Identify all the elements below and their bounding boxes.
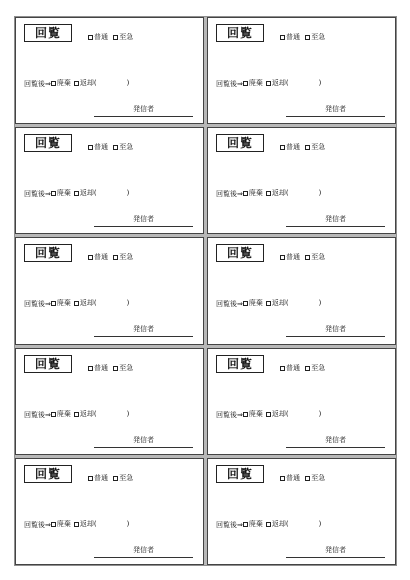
- return-option[interactable]: [74, 189, 129, 198]
- discard-option-label: 廃棄: [248, 79, 263, 87]
- discard-checkbox[interactable]: [243, 191, 248, 196]
- urgent-option-label: 至急: [119, 33, 134, 41]
- urgency-options: [280, 33, 328, 43]
- circulation-stamp-label: 回覧: [216, 244, 264, 262]
- circulation-stamp-label: 回覧: [216, 355, 264, 373]
- normal-option[interactable]: [280, 253, 300, 262]
- normal-option-label: 普通: [94, 253, 108, 262]
- urgent-checkbox[interactable]: [305, 255, 310, 260]
- urgent-option[interactable]: [113, 364, 133, 373]
- circulation-slip: [207, 17, 396, 124]
- urgent-option-label: 至急: [311, 473, 326, 482]
- return-option[interactable]: [266, 520, 321, 529]
- return-option[interactable]: [74, 410, 129, 419]
- return-close-paren: ): [126, 79, 130, 87]
- normal-checkbox[interactable]: [280, 35, 285, 40]
- urgency-options: [280, 253, 328, 263]
- circulation-slip: [15, 127, 204, 234]
- normal-option-label: 普通: [94, 363, 108, 372]
- urgent-checkbox[interactable]: [305, 476, 310, 481]
- sender-line[interactable]: [94, 105, 193, 117]
- urgent-option-label: 至急: [311, 253, 326, 262]
- return-option-label: 返却(: [271, 189, 289, 198]
- discard-checkbox[interactable]: [243, 81, 248, 86]
- return-close-paren: ): [318, 79, 322, 87]
- after-circulation-options: [24, 189, 132, 199]
- after-circulation-options: [216, 520, 324, 530]
- circulation-stamp-label: 回覧: [24, 355, 72, 373]
- normal-checkbox[interactable]: [280, 366, 285, 371]
- urgent-checkbox[interactable]: [113, 35, 118, 40]
- return-close-paren: ): [126, 409, 130, 418]
- discard-option[interactable]: [243, 79, 263, 88]
- normal-option[interactable]: [88, 143, 108, 152]
- after-circulation-options: [24, 520, 132, 530]
- urgent-option[interactable]: [305, 474, 325, 483]
- sender-label: 発信者: [325, 435, 346, 444]
- discard-option[interactable]: [51, 299, 71, 308]
- sender-label: 発信者: [325, 105, 346, 113]
- normal-option[interactable]: [88, 474, 108, 483]
- return-option[interactable]: [74, 79, 129, 88]
- normal-checkbox[interactable]: [88, 476, 93, 481]
- discard-option-label: 廃棄: [56, 519, 71, 528]
- discard-option[interactable]: [243, 410, 263, 419]
- after-circulation-label: 回覧後⇒: [24, 410, 51, 419]
- normal-option[interactable]: [88, 33, 108, 42]
- normal-option-label: 普通: [286, 253, 300, 262]
- normal-option-label: 普通: [94, 33, 108, 41]
- return-option-label: 返却(: [79, 519, 97, 528]
- circulation-stamp-label: 回覧: [24, 134, 72, 152]
- urgency-options: [88, 474, 136, 484]
- return-checkbox[interactable]: [266, 191, 271, 196]
- sender-label: 発信者: [133, 435, 154, 444]
- urgency-options: [280, 474, 328, 484]
- return-close-paren: ): [126, 189, 130, 198]
- return-close-paren: ): [318, 299, 322, 308]
- normal-option-label: 普通: [94, 143, 108, 152]
- return-checkbox[interactable]: [74, 191, 79, 196]
- discard-checkbox[interactable]: [51, 412, 56, 417]
- circulation-slip: [207, 458, 396, 565]
- return-option[interactable]: [74, 299, 129, 308]
- return-option-label: 返却(: [79, 409, 97, 418]
- return-close-paren: ): [318, 519, 322, 528]
- urgent-option-label: 至急: [119, 143, 134, 152]
- circulation-slip: [15, 348, 204, 455]
- normal-option[interactable]: [88, 253, 108, 262]
- normal-option[interactable]: [280, 143, 300, 152]
- after-circulation-options: [216, 299, 324, 309]
- urgent-option-label: 至急: [119, 473, 134, 482]
- urgent-checkbox[interactable]: [113, 476, 118, 481]
- discard-option[interactable]: [51, 410, 71, 419]
- return-close-paren: ): [126, 299, 130, 308]
- return-close-paren: ): [318, 409, 322, 418]
- discard-option[interactable]: [243, 189, 263, 198]
- sender-line[interactable]: [286, 436, 385, 448]
- normal-checkbox[interactable]: [280, 145, 285, 150]
- circulation-stamp-label: 回覧: [216, 465, 264, 483]
- normal-option[interactable]: [280, 364, 300, 373]
- urgent-option[interactable]: [305, 253, 325, 262]
- urgency-options: [88, 143, 136, 153]
- after-circulation-label: 回覧後⇒: [24, 300, 51, 309]
- return-option-label: 返却(: [271, 79, 289, 87]
- circulation-slip: [15, 17, 204, 124]
- discard-option-label: 廃棄: [56, 189, 71, 198]
- after-circulation-label: 回覧後⇒: [24, 190, 51, 199]
- return-option[interactable]: [266, 299, 321, 308]
- normal-option-label: 普通: [286, 33, 300, 41]
- return-option-label: 返却(: [271, 519, 289, 528]
- urgent-checkbox[interactable]: [113, 145, 118, 150]
- circulation-stamp-label: 回覧: [24, 24, 72, 42]
- normal-checkbox[interactable]: [88, 145, 93, 150]
- urgency-options: [280, 364, 328, 374]
- normal-checkbox[interactable]: [280, 255, 285, 260]
- sender-label: 発信者: [133, 545, 154, 554]
- urgent-option-label: 至急: [311, 33, 326, 41]
- discard-checkbox[interactable]: [243, 522, 248, 527]
- sender-label: 発信者: [325, 545, 346, 554]
- urgent-option[interactable]: [113, 33, 133, 42]
- circulation-slip: [15, 458, 204, 565]
- return-option-label: 返却(: [271, 299, 289, 308]
- sender-line[interactable]: [94, 325, 193, 337]
- after-circulation-label: 回覧後⇒: [216, 80, 243, 88]
- after-circulation-label: 回覧後⇒: [216, 300, 243, 309]
- urgent-option[interactable]: [113, 143, 133, 152]
- urgency-options: [280, 143, 328, 153]
- urgent-option[interactable]: [305, 364, 325, 373]
- circulation-slip: [15, 237, 204, 344]
- normal-checkbox[interactable]: [88, 255, 93, 260]
- urgent-checkbox[interactable]: [305, 366, 310, 371]
- discard-checkbox[interactable]: [243, 412, 248, 417]
- normal-checkbox[interactable]: [88, 366, 93, 371]
- return-option[interactable]: [266, 189, 321, 198]
- return-checkbox[interactable]: [74, 412, 79, 417]
- urgency-options: [88, 253, 136, 263]
- circulation-slip: [207, 348, 396, 455]
- sender-line[interactable]: [94, 215, 193, 227]
- urgent-checkbox[interactable]: [305, 145, 310, 150]
- normal-option-label: 普通: [286, 473, 300, 482]
- sender-line[interactable]: [286, 546, 385, 558]
- return-option-label: 返却(: [271, 409, 289, 418]
- urgent-option[interactable]: [113, 474, 133, 483]
- urgent-option-label: 至急: [311, 363, 326, 372]
- circulation-slip: [207, 237, 396, 344]
- sender-label: 発信者: [325, 215, 346, 224]
- sender-line[interactable]: [94, 546, 193, 558]
- after-circulation-options: [24, 410, 132, 420]
- urgency-options: [88, 33, 136, 43]
- return-option[interactable]: [266, 410, 321, 419]
- return-option-label: 返却(: [79, 189, 97, 198]
- return-close-paren: ): [126, 519, 130, 528]
- after-circulation-options: [24, 299, 132, 309]
- normal-checkbox[interactable]: [280, 476, 285, 481]
- return-option-label: 返却(: [79, 299, 97, 308]
- normal-option[interactable]: [88, 364, 108, 373]
- return-checkbox[interactable]: [266, 412, 271, 417]
- circulation-slip-sheet: [14, 16, 397, 566]
- discard-option[interactable]: [51, 79, 71, 88]
- urgent-checkbox[interactable]: [113, 255, 118, 260]
- discard-option-label: 廃棄: [248, 189, 263, 198]
- urgent-option-label: 至急: [119, 253, 134, 262]
- discard-checkbox[interactable]: [51, 81, 56, 86]
- circulation-stamp-label: 回覧: [24, 244, 72, 262]
- discard-option-label: 廃棄: [56, 409, 71, 418]
- return-option[interactable]: [266, 79, 321, 88]
- after-circulation-label: 回覧後⇒: [24, 80, 51, 88]
- after-circulation-label: 回覧後⇒: [216, 520, 243, 529]
- sender-line[interactable]: [94, 436, 193, 448]
- normal-option-label: 普通: [286, 143, 300, 152]
- return-checkbox[interactable]: [266, 81, 271, 86]
- sender-label: 発信者: [133, 105, 154, 113]
- discard-option-label: 廃棄: [248, 299, 263, 308]
- return-checkbox[interactable]: [74, 301, 79, 306]
- discard-checkbox[interactable]: [51, 522, 56, 527]
- discard-option-label: 廃棄: [56, 79, 71, 87]
- discard-option-label: 廃棄: [248, 409, 263, 418]
- discard-option[interactable]: [51, 520, 71, 529]
- sender-label: 発信者: [325, 325, 346, 334]
- urgent-option-label: 至急: [119, 363, 134, 372]
- after-circulation-options: [216, 189, 324, 199]
- discard-option-label: 廃棄: [248, 519, 263, 528]
- circulation-stamp-label: 回覧: [216, 134, 264, 152]
- return-checkbox[interactable]: [266, 301, 271, 306]
- return-option-label: 返却(: [79, 79, 97, 87]
- normal-option[interactable]: [280, 33, 300, 42]
- normal-checkbox[interactable]: [88, 35, 93, 40]
- normal-option-label: 普通: [94, 473, 108, 482]
- return-close-paren: ): [318, 189, 322, 198]
- urgency-options: [88, 364, 136, 374]
- urgent-option[interactable]: [305, 143, 325, 152]
- after-circulation-options: [216, 410, 324, 420]
- urgent-option-label: 至急: [311, 143, 326, 152]
- discard-option[interactable]: [51, 189, 71, 198]
- urgent-option[interactable]: [305, 33, 325, 42]
- circulation-slip: [207, 127, 396, 234]
- urgent-checkbox[interactable]: [113, 366, 118, 371]
- return-checkbox[interactable]: [74, 522, 79, 527]
- after-circulation-options: [216, 79, 324, 89]
- sender-label: 発信者: [133, 215, 154, 224]
- return-checkbox[interactable]: [74, 81, 79, 86]
- after-circulation-label: 回覧後⇒: [216, 410, 243, 419]
- sender-line[interactable]: [286, 215, 385, 227]
- discard-checkbox[interactable]: [243, 301, 248, 306]
- sender-line[interactable]: [286, 325, 385, 337]
- discard-checkbox[interactable]: [51, 191, 56, 196]
- normal-option[interactable]: [280, 474, 300, 483]
- circulation-stamp-label: 回覧: [216, 24, 264, 42]
- normal-option-label: 普通: [286, 363, 300, 372]
- return-option[interactable]: [74, 520, 129, 529]
- discard-checkbox[interactable]: [51, 301, 56, 306]
- sender-line[interactable]: [286, 105, 385, 117]
- return-checkbox[interactable]: [266, 522, 271, 527]
- after-circulation-label: 回覧後⇒: [24, 520, 51, 529]
- discard-option-label: 廃棄: [56, 299, 71, 308]
- discard-option[interactable]: [243, 520, 263, 529]
- after-circulation-label: 回覧後⇒: [216, 190, 243, 199]
- sender-label: 発信者: [133, 325, 154, 334]
- discard-option[interactable]: [243, 299, 263, 308]
- after-circulation-options: [24, 79, 132, 89]
- urgent-checkbox[interactable]: [305, 35, 310, 40]
- circulation-stamp-label: 回覧: [24, 465, 72, 483]
- urgent-option[interactable]: [113, 253, 133, 262]
